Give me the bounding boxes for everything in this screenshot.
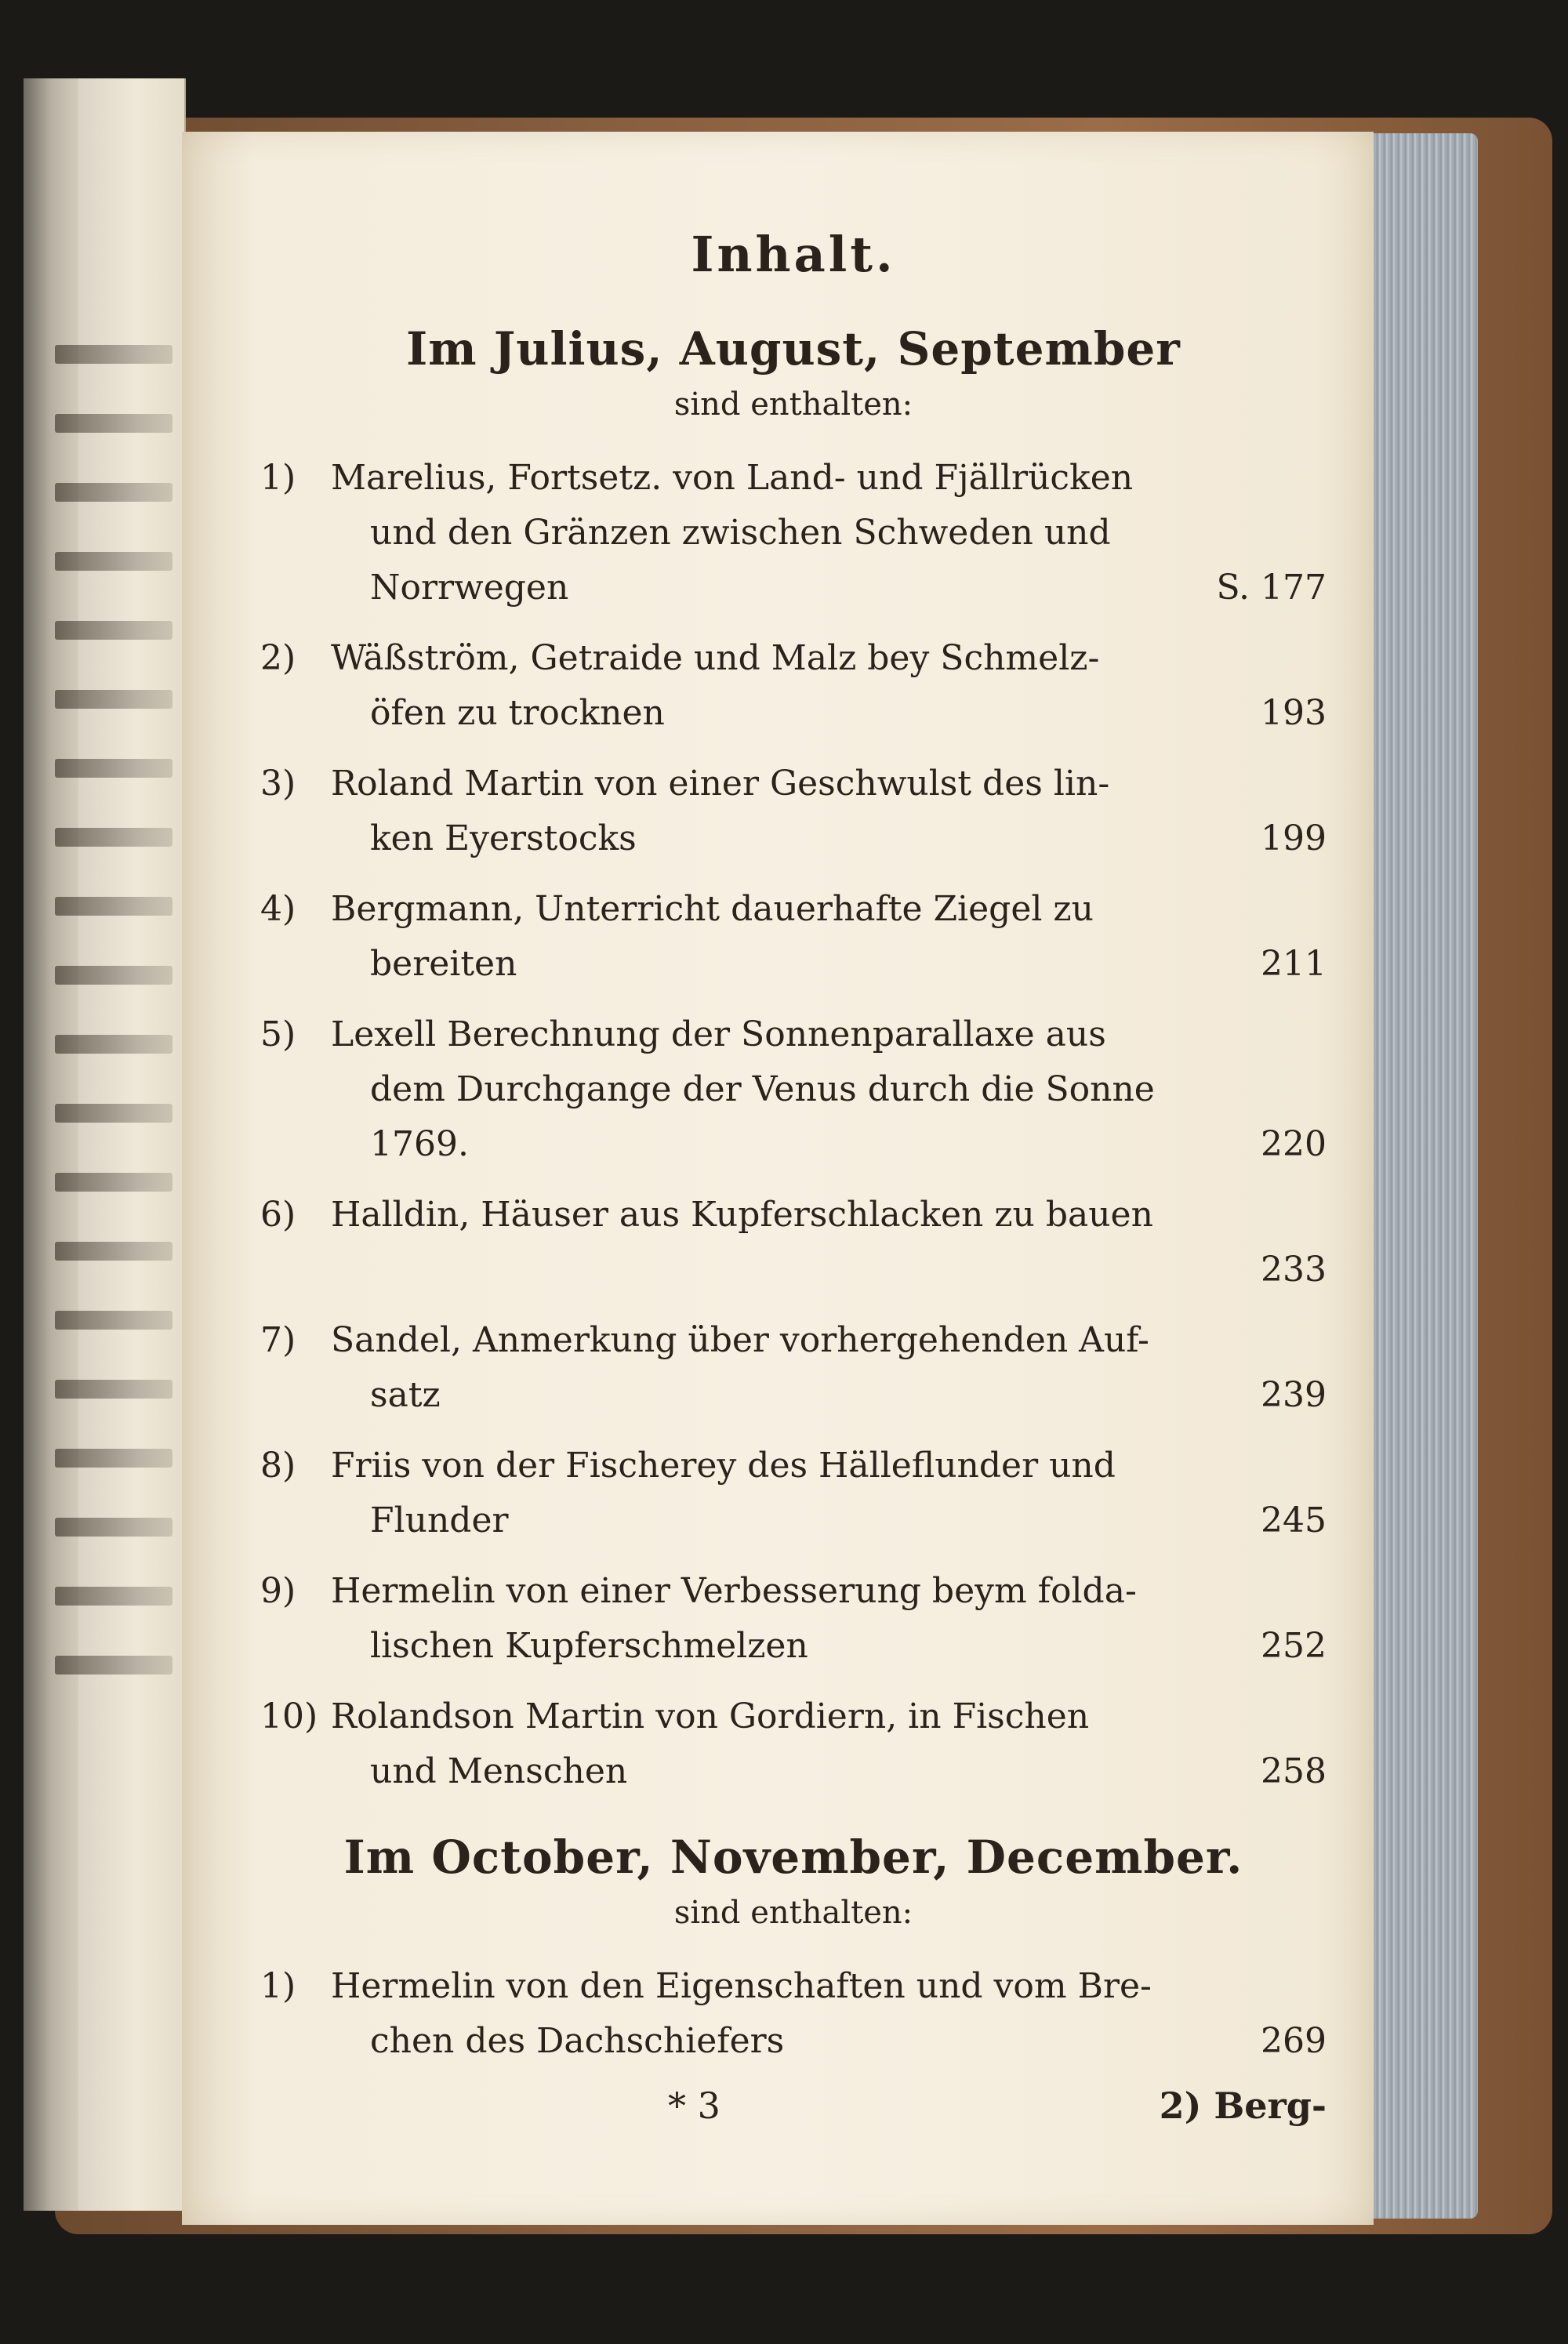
entry-text: und den Gränzen zwischen Schweden und: [370, 513, 1111, 553]
page-reference: 193: [1261, 693, 1327, 733]
section-2: [260, 1831, 1327, 2069]
toc-entry: [260, 1564, 1327, 1674]
left-page-text-fragments: [55, 345, 186, 1725]
page-reference: 245: [1261, 1500, 1327, 1540]
entry-text: Wäßström, Getraide und Malz bey Schmelz-: [331, 638, 1100, 678]
page-reference: 252: [1261, 1626, 1327, 1666]
entry-text: Halldin, Häuser aus Kupferschlacken zu bauen: [331, 1195, 1153, 1235]
entry-text: satz: [370, 1375, 441, 1415]
page-content: [260, 226, 1327, 2127]
entry-number: 9): [260, 1571, 296, 1611]
entry-number: 10): [260, 1696, 318, 1736]
section-subheading: sind enthalten:: [673, 1895, 913, 1931]
entry-text: 1769.: [370, 1124, 469, 1164]
entry-number: 2): [260, 638, 296, 678]
page-reference: 220: [1261, 1124, 1327, 1164]
toc-entry: [260, 1959, 1327, 2069]
toc-entry: [260, 1007, 1327, 1172]
section-subheading: sind enthalten:: [673, 386, 913, 423]
entry-text: öfen zu trocknen: [370, 693, 665, 733]
toc-entry: [260, 1439, 1327, 1548]
right-page: [182, 132, 1374, 2225]
entry-number: 3): [260, 764, 296, 804]
entry-text: Lexell Berechnung der Sonnenparallaxe aus: [331, 1014, 1106, 1054]
toc-entry: [260, 1689, 1327, 1799]
page-reference: 258: [1261, 1751, 1327, 1791]
section-heading: Im Julius, August, September: [406, 322, 1181, 376]
entry-text: Hermelin von einer Verbesserung beym folda-: [331, 1571, 1137, 1611]
page-reference: 269: [1261, 2021, 1327, 2061]
entry-text: Bergmann, Unterricht dauerhafte Ziegel zu: [331, 889, 1094, 929]
page-reference: 199: [1261, 818, 1327, 858]
entry-text: Roland Martin von einer Geschwulst des lin-: [331, 764, 1110, 804]
entry-text: Norrwegen: [370, 568, 569, 608]
entry-text: chen des Dachschiefers: [370, 2021, 785, 2061]
entry-number: 5): [260, 1014, 296, 1054]
entry-text: Friis von der Fischerey des Hälleflunder und: [331, 1446, 1116, 1486]
entry-number: 8): [260, 1446, 296, 1486]
toc-entry: [260, 1188, 1327, 1297]
page-reference: 233: [1261, 1250, 1327, 1290]
entry-text: dem Durchgange der Venus durch die Sonne: [370, 1069, 1155, 1109]
entry-number: 6): [260, 1195, 296, 1235]
toc-entry: [260, 757, 1327, 866]
entry-text: Rolandson Martin von Gordiern, in Fischen: [331, 1696, 1090, 1736]
toc-entry: [260, 631, 1327, 741]
entry-text: und Menschen: [370, 1751, 628, 1791]
signature-mark: * 3: [668, 2085, 720, 2127]
entry-text: lischen Kupferschmelzen: [370, 1626, 808, 1666]
entry-text: Sandel, Anmerkung über vorhergehenden Auf-: [331, 1320, 1149, 1360]
entry-text: ken Eyerstocks: [370, 818, 637, 858]
entry-text: Hermelin von den Eigenschaften und vom Bre-: [331, 1966, 1152, 2006]
entry-text: Flunder: [370, 1500, 509, 1540]
left-page: [24, 78, 186, 2211]
page-reference: 211: [1261, 944, 1327, 984]
toc-entry: [260, 1313, 1327, 1423]
entry-number: 1): [260, 458, 296, 498]
entry-text: Marelius, Fortsetz. von Land- und Fjällrücken: [331, 458, 1134, 498]
entry-number: 7): [260, 1320, 296, 1360]
catchword: 2) Berg-: [1159, 2085, 1327, 2127]
page-footer: [260, 2085, 1327, 2127]
toc-entry: [260, 451, 1327, 615]
section-1: [260, 322, 1327, 1799]
page-reference: 239: [1261, 1375, 1327, 1415]
page-reference: S. 177: [1216, 568, 1327, 608]
section-heading: Im October, November, December.: [343, 1831, 1243, 1884]
page-title: Inhalt.: [691, 226, 896, 283]
entry-number: 4): [260, 889, 296, 929]
toc-entry: [260, 882, 1327, 992]
entry-number: 1): [260, 1966, 296, 2006]
entry-text: bereiten: [370, 944, 517, 984]
page-edges: [1368, 133, 1478, 2219]
